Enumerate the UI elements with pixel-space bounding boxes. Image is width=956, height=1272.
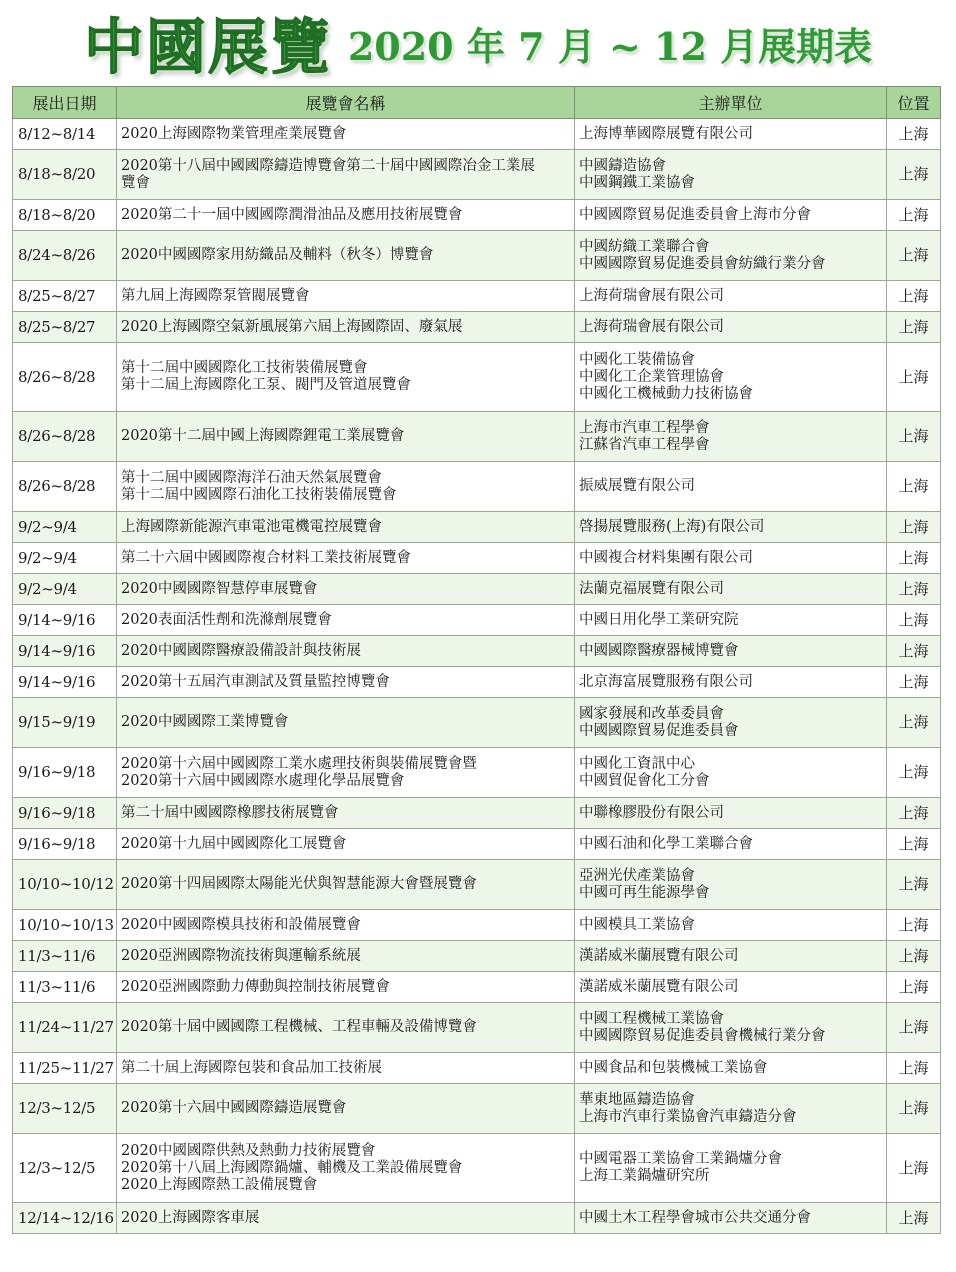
cell-exhibition-name: [117, 281, 575, 312]
cell-location: 上海: [887, 343, 941, 412]
cell-exhibition-name: [117, 150, 575, 200]
exhibition-name-line: 第九屆上海國際泵管閥展覽會: [121, 287, 310, 304]
organizer-line: 上海博華國際展覽有限公司: [579, 125, 753, 142]
organizer-line: 中國紡織工業聯合會: [579, 238, 710, 255]
cell-exhibition-name: [117, 941, 575, 972]
cell-organizer: [575, 667, 887, 698]
cell-date: 11/24~11/27: [13, 1003, 117, 1053]
cell-location: 上海: [887, 312, 941, 343]
exhibition-name-line: 2020中國國際供熱及熱動力技術展覽會: [121, 1142, 376, 1159]
cell-exhibition-name: [117, 972, 575, 1003]
header-location: 位置: [887, 87, 941, 119]
cell-exhibition-name: [117, 343, 575, 412]
organizer-line: 江蘇省汽車工程學會: [579, 436, 710, 453]
cell-date: 8/24~8/26: [13, 231, 117, 281]
cell-location: 上海: [887, 972, 941, 1003]
cell-date: 9/14~9/16: [13, 636, 117, 667]
exhibition-name-line: 2020第十六屆中國國際水處理化學品展覽會: [121, 772, 405, 789]
cell-location: 上海: [887, 667, 941, 698]
cell-exhibition-name: [117, 574, 575, 605]
cell-organizer: [575, 462, 887, 512]
cell-organizer: [575, 343, 887, 412]
table-row: [13, 972, 941, 1003]
organizer-line: 中國土木工程學會城市公共交通分會: [579, 1209, 811, 1226]
exhibition-name-line: 2020中國國際家用紡織品及輔料（秋冬）博覽會: [121, 247, 434, 263]
cell-organizer: [575, 1084, 887, 1134]
cell-exhibition-name: [117, 636, 575, 667]
exhibition-name-line: 第二十六屆中國國際複合材料工業技術展覽會: [121, 549, 411, 566]
cell-location: 上海: [887, 910, 941, 941]
cell-date: 8/26~8/28: [13, 343, 117, 412]
cell-organizer: [575, 1003, 887, 1053]
cell-location: 上海: [887, 543, 941, 574]
cell-date: 9/14~9/16: [13, 605, 117, 636]
organizer-line: 振威展覽有限公司: [579, 478, 695, 494]
header-date: 展出日期: [13, 87, 117, 119]
cell-location: 上海: [887, 412, 941, 462]
organizer-line: 中國模具工業協會: [579, 916, 695, 933]
organizer-line: 中國鋼鐵工業協會: [579, 174, 695, 191]
schedule-body: [13, 119, 941, 1234]
cell-exhibition-name: [117, 1053, 575, 1084]
organizer-line: 中國化工資訊中心: [579, 755, 695, 772]
cell-date: 10/10~10/13: [13, 910, 117, 941]
cell-organizer: [575, 150, 887, 200]
cell-date: 12/14~12/16: [13, 1203, 117, 1234]
exhibition-name-line: 2020亞洲國際物流技術與運輸系統展: [121, 947, 361, 964]
cell-location: 上海: [887, 1203, 941, 1234]
organizer-line: 漢諾威米蘭展覽有限公司: [579, 978, 739, 995]
table-row: [13, 748, 941, 798]
organizer-line: 中國化工裝備協會: [579, 351, 695, 368]
exhibition-name-line: 2020第十九屆中國國際化工展覽會: [121, 835, 347, 852]
cell-exhibition-name: [117, 798, 575, 829]
organizer-line: 上海市汽車工程學會: [579, 419, 710, 436]
exhibition-name-line: 2020中國國際工業博覽會: [121, 714, 289, 730]
cell-exhibition-name: [117, 667, 575, 698]
exhibition-name-line: 2020第十五屆汽車測試及質量監控博覽會: [121, 673, 390, 690]
table-row: [13, 829, 941, 860]
cell-organizer: [575, 312, 887, 343]
organizer-line: 中國食品和包裝機械工業協會: [579, 1059, 768, 1076]
cell-date: 9/2~9/4: [13, 574, 117, 605]
cell-organizer: [575, 574, 887, 605]
cell-organizer: [575, 281, 887, 312]
table-row: [13, 543, 941, 574]
exhibition-name-line: 2020表面活性劑和洗滌劑展覽會: [121, 611, 332, 628]
cell-location: 上海: [887, 829, 941, 860]
cell-date: 8/26~8/28: [13, 462, 117, 512]
cell-organizer: [575, 972, 887, 1003]
organizer-line: 中國電器工業協會工業鍋爐分會: [579, 1151, 782, 1167]
cell-organizer: [575, 1134, 887, 1203]
cell-exhibition-name: [117, 200, 575, 231]
exhibition-name-line: 2020上海國際熱工設備展覽會: [121, 1176, 318, 1193]
cell-exhibition-name: [117, 748, 575, 798]
organizer-line: 中國石油和化學工業聯合會: [579, 835, 753, 852]
organizer-line: 啓揚展覽服務(上海)有限公司: [579, 518, 765, 535]
cell-organizer: [575, 698, 887, 748]
cell-exhibition-name: [117, 543, 575, 574]
cell-location: 上海: [887, 698, 941, 748]
exhibition-name-line: 2020中國國際醫療設備設計與技術展: [121, 642, 361, 659]
cell-date: 9/14~9/16: [13, 667, 117, 698]
exhibition-name-line: 2020第十四屆國際太陽能光伏與智慧能源大會暨展覽會: [121, 876, 477, 892]
cell-location: 上海: [887, 150, 941, 200]
organizer-line: 中國可再生能源學會: [579, 884, 710, 901]
cell-exhibition-name: [117, 860, 575, 910]
table-row: [13, 574, 941, 605]
cell-location: 上海: [887, 231, 941, 281]
title-bar: [0, 0, 956, 86]
exhibition-name-line: 第二十屆中國國際橡膠技術展覽會: [121, 804, 339, 821]
organizer-line: 中國國際醫療器械博覽會: [579, 642, 739, 659]
cell-location: 上海: [887, 860, 941, 910]
table-row: [13, 1084, 941, 1134]
cell-date: 11/3~11/6: [13, 941, 117, 972]
table-row: [13, 343, 941, 412]
cell-date: 9/2~9/4: [13, 512, 117, 543]
cell-location: 上海: [887, 200, 941, 231]
cell-date: 8/25~8/27: [13, 281, 117, 312]
cell-date: 11/25~11/27: [13, 1053, 117, 1084]
cell-date: 12/3~12/5: [13, 1134, 117, 1203]
exhibition-name-line: 2020第十八屆中國國際鑄造博覽會第二十屆中國國際冶金工業展: [121, 157, 535, 174]
header-org: 主辦單位: [575, 87, 887, 119]
cell-location: 上海: [887, 798, 941, 829]
cell-location: 上海: [887, 1084, 941, 1134]
cell-location: 上海: [887, 462, 941, 512]
cell-location: 上海: [887, 941, 941, 972]
cell-organizer: [575, 512, 887, 543]
table-row: [13, 312, 941, 343]
cell-exhibition-name: [117, 1134, 575, 1203]
organizer-line: 上海工業鍋爐研究所: [579, 1168, 710, 1184]
cell-date: 11/3~11/6: [13, 972, 117, 1003]
cell-exhibition-name: [117, 1003, 575, 1053]
cell-exhibition-name: [117, 231, 575, 281]
cell-exhibition-name: [117, 119, 575, 150]
organizer-line: 北京海富展覽服務有限公司: [579, 673, 753, 690]
cell-organizer: [575, 636, 887, 667]
cell-organizer: [575, 910, 887, 941]
table-row: [13, 667, 941, 698]
cell-location: 上海: [887, 1003, 941, 1053]
cell-location: 上海: [887, 636, 941, 667]
exhibition-name-line: 2020亞洲國際動力傳動與控制技術展覽會: [121, 978, 390, 995]
cell-organizer: [575, 1053, 887, 1084]
cell-date: 8/26~8/28: [13, 412, 117, 462]
table-row: [13, 1053, 941, 1084]
table-row: [13, 941, 941, 972]
organizer-line: 中聯橡膠股份有限公司: [579, 804, 724, 821]
exhibition-name-line: 第十二屆中國國際石油化工技術裝備展覽會: [121, 486, 397, 503]
table-row: [13, 1203, 941, 1234]
table-row: [13, 1003, 941, 1053]
table-row: [13, 200, 941, 231]
page-subtitle: 2020 年 7 月 ~ 12 月展期表: [347, 23, 873, 69]
organizer-line: 上海荷瑞會展有限公司: [579, 318, 724, 335]
cell-exhibition-name: [117, 512, 575, 543]
table-row: [13, 119, 941, 150]
exhibition-name-line: 2020上海國際空氣新風展第六屆上海國際固、廢氣展: [121, 318, 463, 335]
cell-exhibition-name: [117, 312, 575, 343]
organizer-line: 上海荷瑞會展有限公司: [579, 287, 724, 304]
table-row: [13, 231, 941, 281]
organizer-line: 中國國際貿易促進委員會: [579, 722, 739, 739]
cell-organizer: [575, 941, 887, 972]
cell-location: 上海: [887, 574, 941, 605]
cell-organizer: [575, 412, 887, 462]
table-row: [13, 636, 941, 667]
exhibition-name-line: 2020中國國際模具技術和設備展覽會: [121, 916, 361, 933]
exhibition-name-line: 2020上海國際客車展: [121, 1209, 260, 1226]
cell-organizer: [575, 605, 887, 636]
organizer-line: 法蘭克福展覽有限公司: [579, 580, 724, 597]
cell-location: 上海: [887, 748, 941, 798]
table-row: [13, 698, 941, 748]
cell-date: 8/25~8/27: [13, 312, 117, 343]
exhibition-name-line: 2020上海國際物業管理產業展覽會: [121, 125, 347, 142]
organizer-line: 中國貿促會化工分會: [579, 772, 710, 789]
cell-date: 12/3~12/5: [13, 1084, 117, 1134]
cell-date: 9/16~9/18: [13, 829, 117, 860]
table-row: [13, 512, 941, 543]
cell-date: 9/16~9/18: [13, 798, 117, 829]
cell-exhibition-name: [117, 698, 575, 748]
exhibition-name-line: 2020第十八屆上海國際鍋爐、輔機及工業設備展覽會: [121, 1159, 463, 1176]
table-row: [13, 462, 941, 512]
exhibition-name-line: 第二十屆上海國際包裝和食品加工技術展: [121, 1059, 382, 1076]
organizer-line: 國家發展和改革委員會: [579, 705, 724, 722]
organizer-line: 華東地區鑄造協會: [579, 1091, 695, 1108]
exhibition-name-line: 2020第十六屆中國國際工業水處理技術與裝備展覽會暨: [121, 755, 477, 772]
exhibition-name-line: 2020中國國際智慧停車展覽會: [121, 580, 318, 597]
cell-organizer: [575, 829, 887, 860]
table-row: [13, 281, 941, 312]
cell-exhibition-name: [117, 605, 575, 636]
organizer-line: 中國國際貿易促進委員會紡織行業分會: [579, 255, 826, 272]
organizer-line: 中國化工機械動力技術協會: [579, 385, 753, 402]
cell-exhibition-name: [117, 1084, 575, 1134]
table-row: [13, 798, 941, 829]
exhibition-name-line: 2020第十屆中國國際工程機械、工程車輛及設備博覽會: [121, 1019, 477, 1035]
cell-location: 上海: [887, 1134, 941, 1203]
cell-exhibition-name: [117, 829, 575, 860]
cell-exhibition-name: [117, 910, 575, 941]
organizer-line: 中國複合材料集團有限公司: [579, 549, 753, 566]
exhibition-name-line: 第十二屆上海國際化工泵、閥門及管道展覽會: [121, 377, 411, 393]
organizer-line: 上海市汽車行業協會汽車鑄造分會: [579, 1108, 797, 1125]
cell-organizer: [575, 860, 887, 910]
cell-organizer: [575, 748, 887, 798]
exhibition-name-line: 2020第十六屆中國國際鑄造展覽會: [121, 1100, 347, 1116]
cell-date: 9/2~9/4: [13, 543, 117, 574]
cell-date: 10/10~10/12: [13, 860, 117, 910]
cell-date: 8/18~8/20: [13, 150, 117, 200]
cell-organizer: [575, 798, 887, 829]
exhibition-name-line: 2020第十二屆中國上海國際鋰電工業展覽會: [121, 428, 405, 444]
table-row: [13, 1134, 941, 1203]
cell-organizer: [575, 543, 887, 574]
exhibition-name-line: 第十二屆中國國際海洋石油天然氣展覽會: [121, 469, 382, 486]
cell-location: 上海: [887, 1053, 941, 1084]
organizer-line: 中國日用化學工業研究院: [579, 611, 739, 628]
cell-location: 上海: [887, 119, 941, 150]
table-row: [13, 605, 941, 636]
cell-location: 上海: [887, 512, 941, 543]
cell-exhibition-name: [117, 462, 575, 512]
cell-location: 上海: [887, 281, 941, 312]
schedule-table: [12, 86, 941, 1234]
table-row: [13, 910, 941, 941]
organizer-line: 中國化工企業管理協會: [579, 368, 724, 385]
cell-organizer: [575, 119, 887, 150]
cell-organizer: [575, 200, 887, 231]
cell-date: 9/15~9/19: [13, 698, 117, 748]
header-row: [13, 87, 941, 119]
organizer-line: 亞洲光伏產業協會: [579, 867, 695, 884]
cell-exhibition-name: [117, 412, 575, 462]
cell-exhibition-name: [117, 1203, 575, 1234]
organizer-line: 中國鑄造協會: [579, 157, 666, 174]
exhibition-name-line: 上海國際新能源汽車電池電機電控展覽會: [121, 518, 382, 535]
cell-organizer: [575, 231, 887, 281]
organizer-line: 中國工程機械工業協會: [579, 1010, 724, 1027]
organizer-line: 中國國際貿易促進委員會機械行業分會: [579, 1027, 826, 1044]
exhibition-name-line: 2020第二十一屆中國國際潤滑油品及應用技術展覽會: [121, 206, 463, 223]
cell-organizer: [575, 1203, 887, 1234]
cell-date: 8/12~8/14: [13, 119, 117, 150]
organizer-line: 漢諾威米蘭展覽有限公司: [579, 947, 739, 964]
cell-location: 上海: [887, 605, 941, 636]
cell-date: 8/18~8/20: [13, 200, 117, 231]
page-title: 中國展覽: [83, 13, 332, 83]
cell-date: 9/16~9/18: [13, 748, 117, 798]
header-name: 展覽會名稱: [117, 87, 575, 119]
table-row: [13, 860, 941, 910]
organizer-line: 中國國際貿易促進委員會上海市分會: [579, 206, 811, 223]
exhibition-name-line: 第十二屆中國國際化工技術裝備展覽會: [121, 360, 368, 376]
table-row: [13, 412, 941, 462]
table-row: [13, 150, 941, 200]
exhibition-name-line: 覽會: [121, 174, 150, 191]
